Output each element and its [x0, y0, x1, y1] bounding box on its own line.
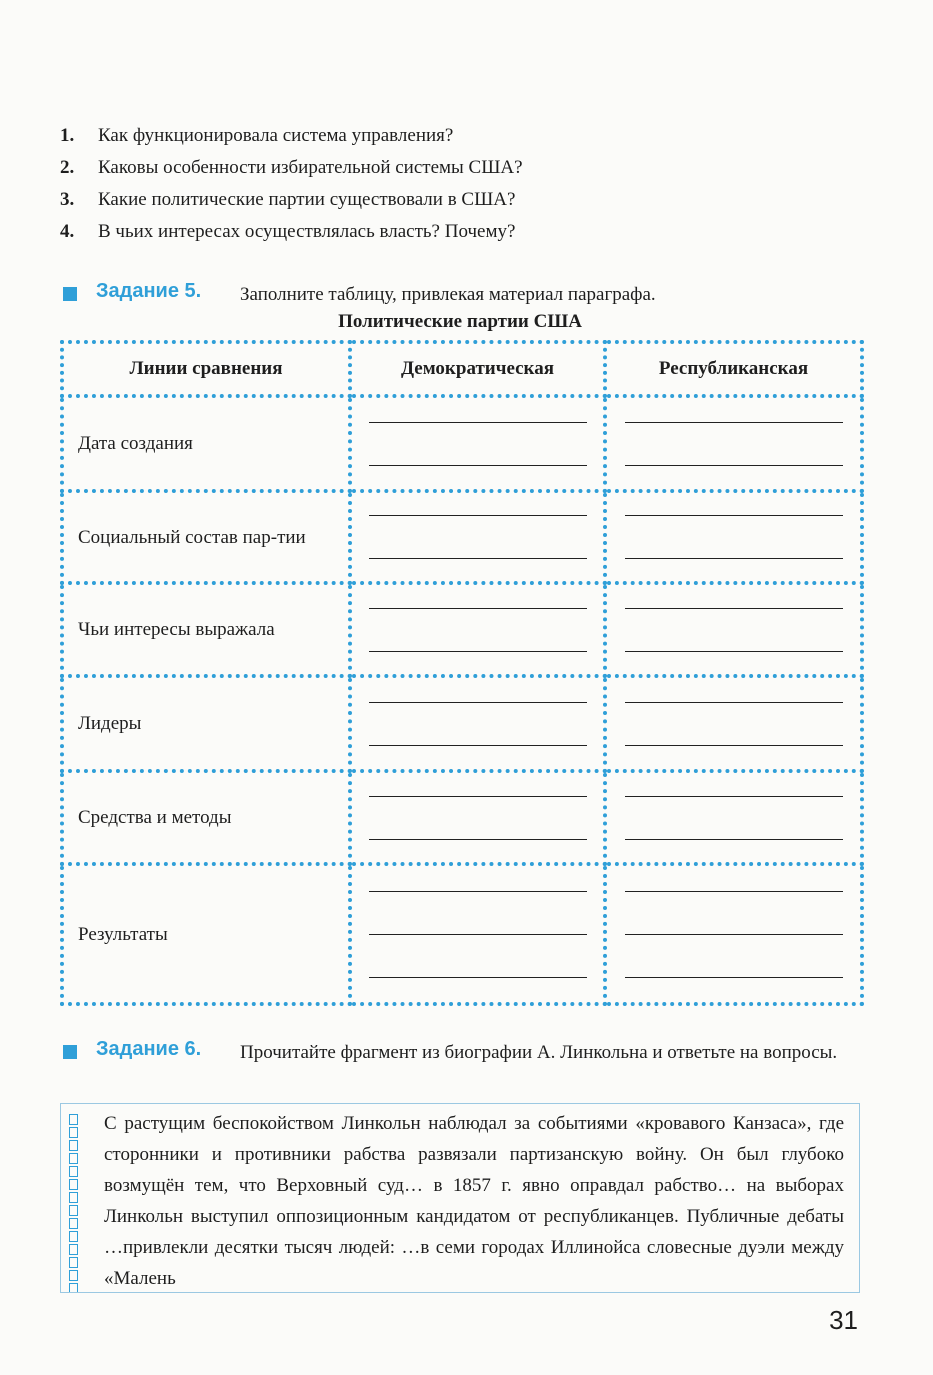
table-row [62, 676, 862, 771]
biography-excerpt [60, 1103, 860, 1293]
answer-cell-democratic[interactable] [350, 583, 605, 676]
page-number: 31 [829, 1305, 858, 1335]
table-row [62, 771, 862, 864]
answer-line [369, 702, 587, 703]
question-item [60, 188, 523, 220]
answer-line [369, 839, 587, 840]
answer-line [625, 515, 843, 516]
question-number: 3. [60, 189, 75, 210]
row-label: Результаты [62, 864, 350, 1004]
table-row [62, 396, 862, 491]
question-text: Как функционировала система управления? [98, 125, 454, 146]
answer-line [625, 608, 843, 609]
answer-line [369, 891, 587, 892]
answer-cell-republican[interactable] [605, 491, 862, 583]
column-header: Демократическая [350, 342, 605, 396]
answer-cell-republican[interactable] [605, 676, 862, 771]
table-row [62, 583, 862, 676]
question-item [60, 156, 523, 188]
answer-line [625, 558, 843, 559]
answer-cell-republican[interactable] [605, 396, 862, 491]
answer-line [369, 651, 587, 652]
task-5 [63, 280, 863, 310]
excerpt-text: С растущим беспокойством Линкольн наблюдал за событиями «кровавого Канзаса», где сторонники и противники рабства развязали партизанскую войну. Он был глубоко возмущён тем, что Верховный суд… в 1857 г. явно оправдал рабство… на выборах Линкольн выступил оппозиционным кандидатом от республиканцев. Публичные дебаты …привлекли десятки тысяч людей: …в семи городах Иллинойса словесные дуэли между «Малень [104, 1113, 844, 1289]
question-text: В чьих интересах осуществлялась власть? Почему? [98, 221, 516, 242]
answer-line [369, 977, 587, 978]
answer-cell-republican[interactable] [605, 864, 862, 1004]
answer-line [369, 558, 587, 559]
excerpt-marker-icon [69, 1114, 79, 1293]
answer-line [625, 934, 843, 935]
question-number: 2. [60, 157, 75, 178]
task-label: Задание 6. [96, 1038, 202, 1060]
answer-line [625, 651, 843, 652]
question-list [60, 124, 523, 252]
task-marker-icon [63, 287, 77, 301]
answer-cell-democratic[interactable] [350, 864, 605, 1004]
answer-line [625, 465, 843, 466]
task-6 [63, 1038, 863, 1102]
question-text: Какие политические партии существовали в США? [98, 189, 516, 210]
answer-line [369, 465, 587, 466]
task-instruction: Прочитайте фрагмент из биографии А. Линкольна и ответьте на вопросы. [240, 1042, 838, 1063]
row-label: Чьи интересы выражала [62, 583, 350, 676]
answer-line [625, 745, 843, 746]
question-number: 4. [60, 221, 75, 242]
answer-cell-democratic[interactable] [350, 676, 605, 771]
task-marker-icon [63, 1045, 77, 1059]
answer-line [625, 977, 843, 978]
task-label: Задание 5. [96, 280, 202, 302]
answer-cell-republican[interactable] [605, 771, 862, 864]
task-instruction: Заполните таблицу, привлекая материал параграфа. [240, 284, 656, 305]
table-header-row [62, 342, 862, 396]
answer-line [625, 796, 843, 797]
column-header: Республиканская [605, 342, 862, 396]
question-number: 1. [60, 125, 75, 146]
row-label: Лидеры [62, 676, 350, 771]
question-item [60, 124, 523, 156]
answer-line [625, 422, 843, 423]
answer-line [369, 745, 587, 746]
answer-cell-democratic[interactable] [350, 771, 605, 864]
column-header: Линии сравнения [62, 342, 350, 396]
answer-line [625, 702, 843, 703]
row-label: Средства и методы [62, 771, 350, 864]
answer-line [369, 515, 587, 516]
table-row [62, 864, 862, 1004]
answer-cell-democratic[interactable] [350, 396, 605, 491]
question-item [60, 220, 523, 252]
row-label: Социальный состав пар-тии [62, 491, 350, 583]
row-label: Дата создания [62, 396, 350, 491]
question-text: Каковы особенности избирательной системы США? [98, 157, 523, 178]
answer-cell-democratic[interactable] [350, 491, 605, 583]
answer-line [369, 608, 587, 609]
answer-cell-republican[interactable] [605, 583, 862, 676]
answer-line [369, 422, 587, 423]
answer-line [369, 934, 587, 935]
answer-line [625, 839, 843, 840]
table-row [62, 491, 862, 583]
comparison-table [60, 340, 864, 1006]
answer-line [625, 891, 843, 892]
table-title: Политические партии США [338, 311, 582, 332]
answer-line [369, 796, 587, 797]
